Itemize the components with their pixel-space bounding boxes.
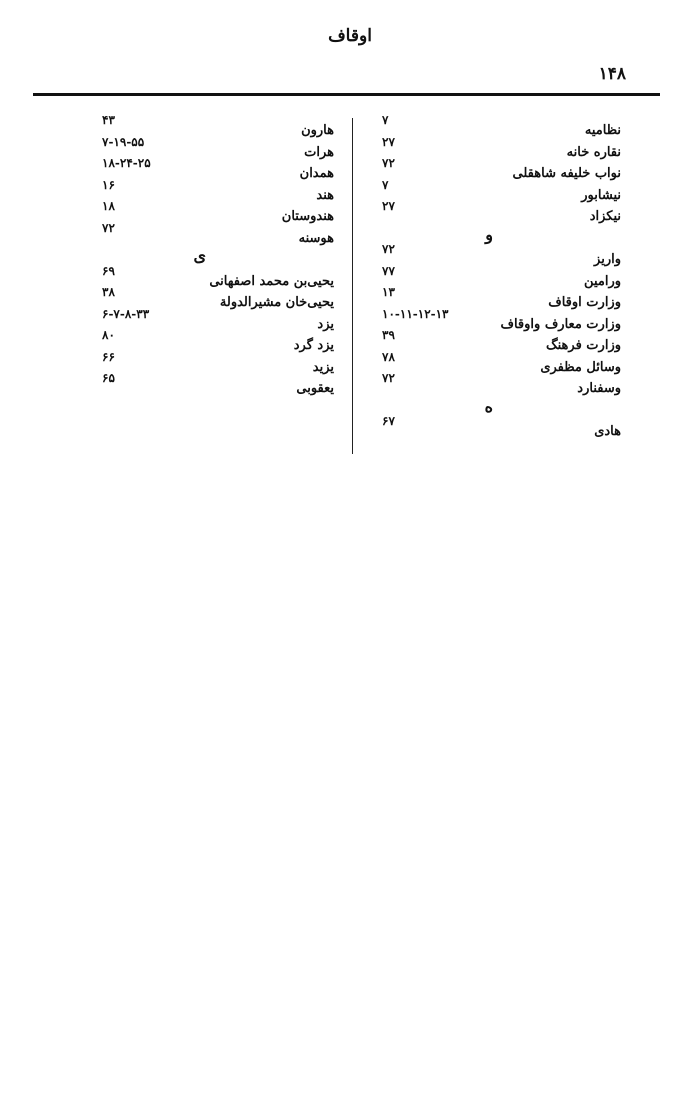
section-heading: [376, 393, 621, 415]
entry-term: هارون: [301, 123, 334, 138]
section-letter: ی: [193, 246, 206, 265]
section-letter: و: [485, 224, 493, 244]
entry-pages: ۷۷: [382, 263, 395, 278]
entry-term: هوسنه: [298, 230, 334, 246]
page-number: ۱۴۸: [598, 64, 626, 84]
index-entry: [376, 156, 621, 181]
entry-term: وزارت فرهنگ: [545, 338, 621, 353]
index-entry: [96, 113, 334, 138]
entry-pages: ۱۳: [382, 285, 395, 299]
index-entry: [96, 349, 334, 375]
entry-term: نیشابور: [581, 187, 621, 203]
entry-pages: ۱۸-۲۴-۲۵: [102, 156, 151, 170]
entry-pages: ۶۵: [102, 371, 115, 385]
entry-pages: ۶-۷-۸-۳۳: [102, 306, 150, 321]
entry-pages: ۷-۱۹-۵۵: [102, 134, 145, 149]
index-entry: [96, 371, 334, 396]
running-title: اوقاف: [328, 26, 372, 46]
header-rule: [33, 93, 660, 96]
section-letter: ه: [484, 396, 493, 416]
entry-pages: ۳۸: [102, 285, 115, 299]
entry-term: یحیی‌بن محمد اصفهانی: [209, 273, 334, 289]
index-entry: [376, 328, 621, 353]
entry-term: ورامین: [584, 273, 621, 289]
entry-term: وزارت اوقاف: [548, 295, 621, 310]
entry-pages: ۶۶: [102, 349, 115, 364]
index-entry: [376, 199, 621, 224]
entry-term: هادی: [594, 424, 621, 439]
section-heading: [96, 242, 334, 264]
entry-pages: ۶۷: [382, 414, 395, 428]
index-entry: [96, 263, 334, 289]
index-entry: [96, 199, 334, 224]
entry-term: نقاره خانه: [566, 144, 621, 160]
entry-term: وزارت معارف واوقاف: [500, 316, 621, 332]
entry-term: همدان: [299, 166, 334, 181]
entry-term: وسفنارد: [577, 381, 621, 396]
entry-pages: ۷۸: [382, 349, 395, 364]
entry-term: واریز: [594, 252, 621, 267]
entry-term: یزید: [312, 359, 334, 375]
entry-pages: ۷۲: [382, 371, 395, 385]
index-entry: [376, 349, 621, 375]
index-entry: [96, 156, 334, 181]
entry-pages: ۷۲: [382, 156, 395, 170]
entry-pages: ۷: [382, 177, 389, 192]
entry-pages: ۲۷: [382, 134, 395, 149]
entry-term: نظامیه: [584, 123, 621, 138]
index-entry: [376, 177, 621, 203]
index-entry: [376, 263, 621, 289]
entry-pages: ۷۲: [382, 242, 395, 256]
index-entry: [376, 371, 621, 396]
index-entry: [96, 220, 334, 246]
entry-term: یعقوبی: [296, 381, 334, 396]
page-header: [0, 0, 700, 100]
index-entry: [96, 134, 334, 160]
index-entry: [376, 134, 621, 160]
index-entry: [376, 306, 621, 332]
index-column-right: [376, 113, 621, 439]
entry-pages: ۶۹: [102, 263, 115, 278]
entry-pages: ۲۷: [382, 199, 395, 213]
index-entry: [96, 328, 334, 353]
entry-term: یحیی‌خان مشیرالدولة: [219, 295, 334, 310]
index-entry: [96, 177, 334, 203]
index-entry: [376, 242, 621, 267]
entry-term: وسائل مظفری: [540, 359, 621, 375]
index-column-left: [96, 113, 334, 396]
index-entry: [96, 285, 334, 310]
entry-pages: ۴۳: [102, 113, 115, 127]
entry-pages: ۱۶: [102, 177, 115, 192]
entry-term: یزد: [317, 316, 334, 332]
entry-pages: ۱۰-۱۱-۱۲-۱۳: [382, 306, 449, 321]
entry-term: هند: [316, 187, 334, 203]
entry-term: هندوستان: [281, 209, 334, 224]
entry-pages: ۷۲: [102, 220, 115, 235]
index-entry: [376, 414, 621, 439]
entry-pages: ۱۸: [102, 199, 115, 213]
index-entry: [376, 285, 621, 310]
entry-pages: ۷: [382, 113, 389, 127]
section-heading: [376, 221, 621, 243]
index-entry: [376, 113, 621, 138]
index-entry: [96, 306, 334, 332]
entry-term: یزد گرد: [293, 338, 334, 353]
column-divider: [352, 118, 353, 454]
entry-pages: ۸۰: [102, 328, 115, 342]
entry-term: هرات: [304, 144, 334, 160]
entry-term: نیکزاد: [589, 209, 621, 224]
entry-pages: ۳۹: [382, 328, 395, 342]
entry-term: نواب خلیفه شاهقلی: [512, 166, 621, 181]
